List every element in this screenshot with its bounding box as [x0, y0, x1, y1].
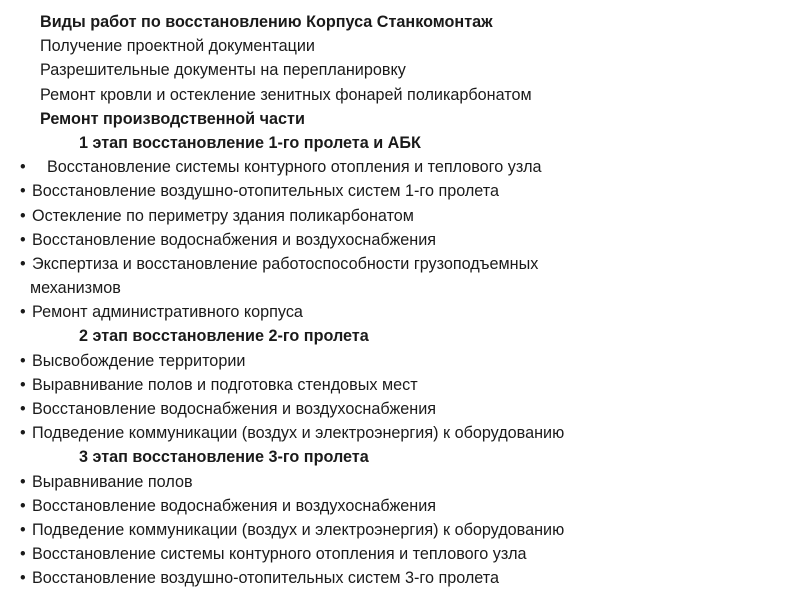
list-item: [0, 300, 800, 324]
bullet-icon: •: [20, 545, 26, 564]
bullet-icon: •: [20, 206, 26, 225]
bullet-icon: •: [20, 254, 26, 273]
header-item: Получение проектной документации: [40, 37, 315, 56]
list-item: [0, 228, 800, 252]
list-item-text: Восстановление водоснабжения и воздухоснабжения: [32, 230, 437, 249]
bullet-icon: •: [20, 351, 26, 370]
list-item-text: Выравнивание полов: [32, 472, 193, 491]
bullet-icon: •: [20, 472, 26, 491]
list-item-text: Восстановление водоснабжения и воздухоснабжения: [32, 400, 437, 418]
header-item: Разрешительные документы на перепланировку: [40, 61, 406, 80]
bullet-icon: •: [20, 569, 26, 588]
list-item-text: Восстановление системы контурного отопления и теплового узла: [32, 545, 527, 564]
bullet-icon: •: [20, 375, 26, 394]
list-item: [0, 566, 800, 590]
list-item: [0, 373, 800, 397]
list-item: [0, 204, 800, 228]
list-item: [0, 397, 800, 421]
bullet-icon: •: [20, 520, 26, 539]
bullet-icon: •: [20, 158, 26, 177]
list-item-text: Остекление по периметру здания поликарбонатом: [32, 206, 414, 225]
header-item: Ремонт кровли и остекление зенитных фонарей поликарбонатом: [40, 85, 532, 104]
list-item-text: Выравнивание полов и подготовка стендовых мест: [32, 375, 418, 394]
list-item: [0, 518, 800, 542]
list-item-text: Восстановление системы контурного отопления и теплового узла: [47, 158, 542, 177]
document-body: [0, 10, 800, 591]
bullet-icon: •: [20, 400, 26, 418]
bullet-icon: •: [20, 182, 26, 201]
list-item: [0, 179, 800, 203]
bullet-icon: •: [20, 496, 26, 515]
list-item-text: Высвобождение территории: [32, 351, 246, 370]
stage-3-heading: 3 этап восстановление 3-го пролета: [79, 448, 369, 467]
bullet-icon: •: [20, 230, 26, 249]
document-title: Виды работ по восстановлению Корпуса Станкомонтаж: [40, 13, 493, 31]
bullet-icon: •: [20, 424, 26, 443]
stage-1-heading: 1 этап восстановление 1-го пролета и АБК: [79, 133, 421, 152]
list-item-text: Восстановление водоснабжения и воздухоснабжения: [32, 496, 437, 515]
list-item: [0, 542, 800, 566]
list-item-text: Восстановление воздушно-отопительных систем 3-го пролета: [32, 569, 500, 588]
section-heading: Ремонт производственной части: [40, 109, 305, 128]
list-item-text: Восстановление воздушно-отопительных систем 1-го пролета: [32, 182, 500, 201]
list-item: [0, 155, 800, 179]
list-item-text: Ремонт административного корпуса: [32, 303, 303, 322]
list-item-text: Экспертиза и восстановление работоспособности грузоподъемных: [32, 254, 539, 273]
stage-2-heading: 2 этап восстановление 2-го пролета: [79, 327, 369, 346]
list-item: [0, 349, 800, 373]
list-item-continuation: механизмов: [30, 279, 121, 298]
list-item: [0, 470, 800, 494]
list-item-text: Подведение коммуникации (воздух и электроэнергия) к оборудованию: [32, 520, 565, 539]
bullet-icon: •: [20, 303, 26, 322]
list-item: [0, 421, 800, 445]
list-item-text: Подведение коммуникации (воздух и электроэнергия) к оборудованию: [32, 424, 565, 443]
list-item: [0, 494, 800, 518]
list-item: [0, 252, 800, 276]
